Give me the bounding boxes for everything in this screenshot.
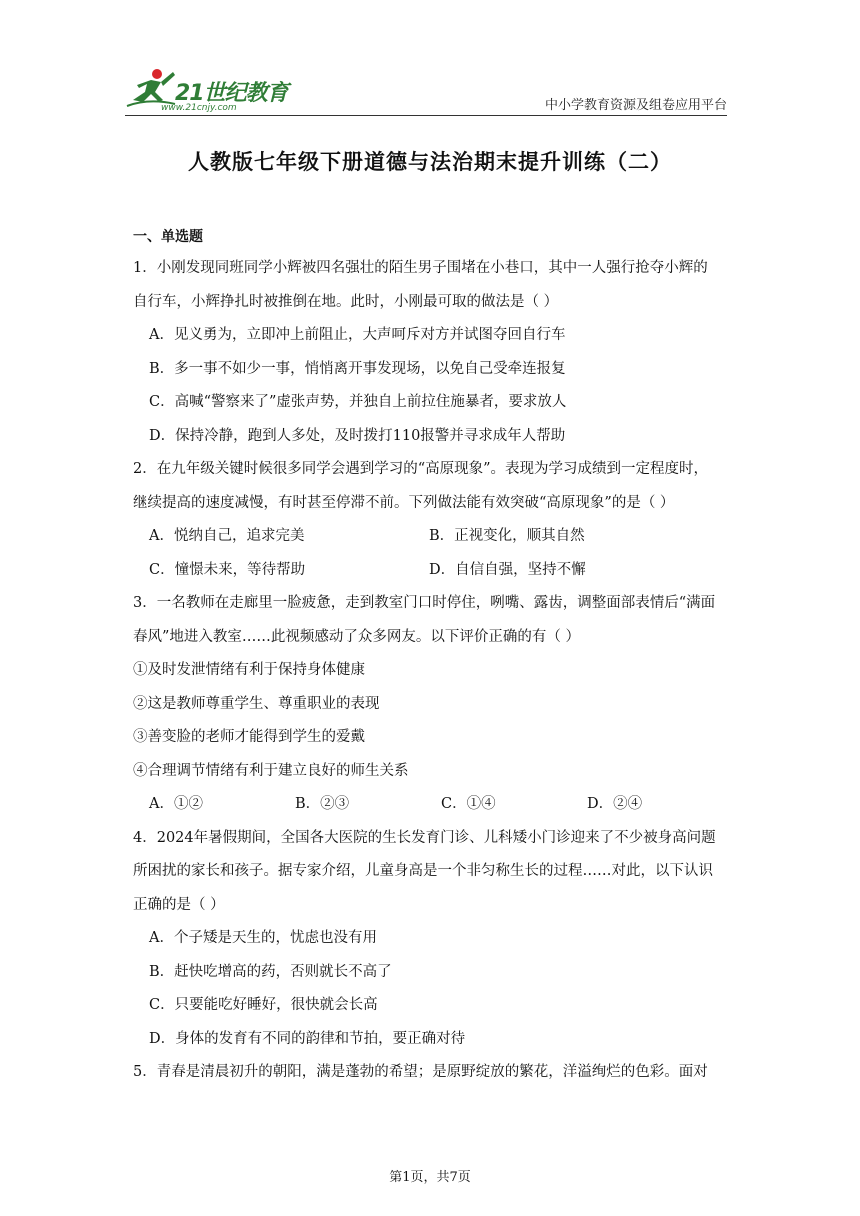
option-a: A．悦纳自己，追求完美: [149, 528, 305, 544]
option-c: C．只要能吃好睡好，很快就会长高: [149, 997, 378, 1013]
option-c: C．高喊“警察来了”虚张声势，并独自上前拉住施暴者，要求放人: [149, 394, 567, 410]
platform-name: 中小学教育资源及组卷应用平台: [544, 98, 727, 113]
question-1: [133, 252, 733, 453]
logo-url: www.21cnjy.com: [161, 103, 237, 113]
statement-item: ②这是教师尊重学生、尊重职业的表现: [133, 695, 380, 712]
question-stem: 继续提高的速度减慢，有时甚至停滞不前。下列做法能有效突破“高原现象”的是（ ）: [133, 494, 675, 511]
option-a: A．个子矮是天生的，忧虑也没有用: [149, 930, 377, 946]
page-header: [125, 66, 727, 116]
question-stem: 4．2024年暑假期间，全国各大医院的生长发育门诊、儿科矮小门诊迎来了不少被身高问题: [133, 829, 716, 846]
question-stem: 所困扰的家长和孩子。据专家介绍，儿童身高是一个非匀称生长的过程……对此，以下认识: [133, 863, 713, 879]
question-stem: 1．小刚发现同班同学小辉被四名强壮的陌生男子围堵在小巷口，其中一人强行抢夺小辉的: [133, 260, 708, 276]
option-a: A．①②: [149, 796, 203, 812]
option-d: D．②④: [587, 796, 643, 812]
option-c: C．憧憬未来，等待帮助: [149, 561, 306, 578]
question-content: [133, 226, 733, 1090]
option-b: B．正视变化，顺其自然: [429, 528, 585, 544]
question-4: [133, 822, 733, 1057]
page-number: 第1页，共7页: [389, 1170, 471, 1185]
option-row: [133, 554, 733, 588]
question-stem: 自行车，小辉挣扎时被推倒在地。此时，小刚最可取的做法是（ ）: [133, 293, 559, 310]
page-title: 人教版七年级下册道德与法治期末提升训练（二）: [188, 149, 672, 174]
question-stem: 5．青春是清晨初升的朝阳，满是蓬勃的希望；是原野绽放的繁花，洋溢绚烂的色彩。面对: [133, 1064, 708, 1080]
option-d: D．自信自强，坚持不懈: [429, 561, 586, 578]
option-row: [133, 788, 733, 822]
option-b: B．多一事不如少一事，悄悄离开事发现场，以免自己受牵连报复: [149, 360, 566, 377]
question-stem: 2．在九年级关键时候很多同学会遇到学习的“高原现象”。表现为学习成绩到一定程度时，: [133, 461, 709, 477]
section-heading: 一、单选题: [133, 229, 203, 245]
question-stem: 春风”地进入教室……此视频感动了众多网友。以下评价正确的有（ ）: [133, 628, 581, 645]
option-c: C．①④: [441, 796, 496, 812]
question-5: [133, 1056, 733, 1090]
option-a: A．见义勇为，立即冲上前阻止，大声呵斥对方并试图夺回自行车: [149, 327, 566, 343]
question-stem: 正确的是（ ）: [133, 896, 225, 913]
option-b: B．②③: [295, 796, 350, 812]
option-b: B．赶快吃增高的药，否则就长不高了: [149, 963, 392, 980]
question-3: [133, 587, 733, 822]
header-divider: [125, 115, 727, 116]
question-stem: 3．一名教师在走廊里一脸疲惫，走到教室门口时停住，咧嘴、露齿，调整面部表情后“满面: [133, 595, 716, 611]
option-row: [133, 520, 733, 554]
logo-text: 21世纪教育: [175, 81, 288, 106]
question-2: [133, 453, 733, 587]
statement-item: ④合理调节情绪有利于建立良好的师生关系: [133, 762, 409, 779]
statement-item: ①及时发泄情绪有利于保持身体健康: [133, 662, 365, 678]
option-d: D．身体的发育有不同的韵律和节拍，要正确对待: [149, 1030, 466, 1047]
option-d: D．保持冷静，跑到人多处，及时拨打110报警并寻求成年人帮助: [149, 427, 566, 444]
logo: [125, 66, 295, 114]
statement-item: ③善变脸的老师才能得到学生的爱戴: [133, 729, 365, 745]
